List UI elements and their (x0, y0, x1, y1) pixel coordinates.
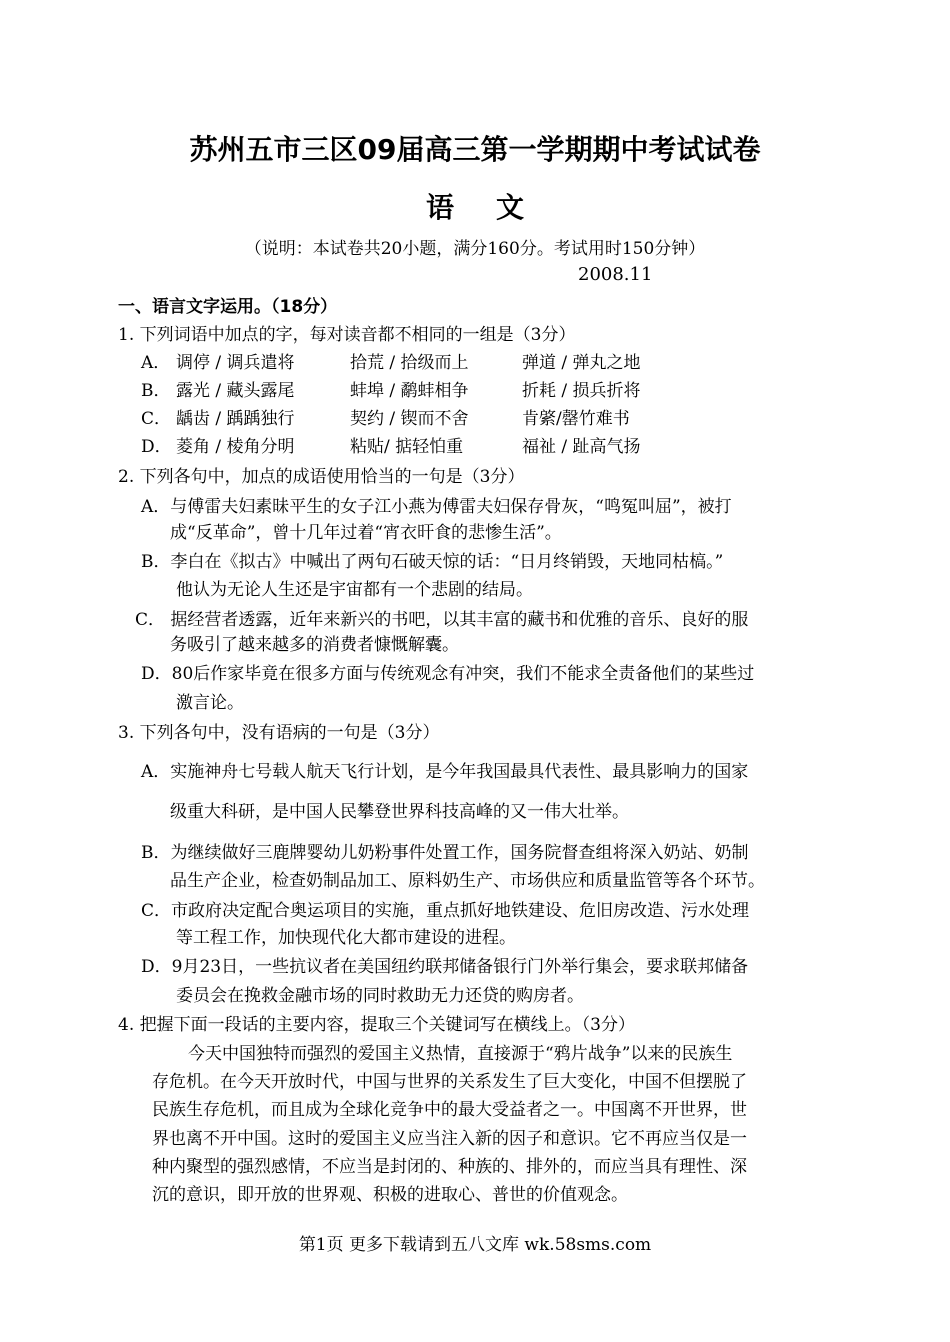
q4-passage-line: 今天中国独特而强烈的爱国主义热情，直接源于“鸦片战争”以来的民族生 (188, 1044, 733, 1064)
q4-passage-line: 存危机。在今天开放时代，中国与世界的关系发生了巨大变化，中国不但摆脱了 (152, 1072, 747, 1092)
q1-option-label: D． (141, 437, 172, 457)
q4-passage-line: 民族生存危机，而且成为全球化竞争中的最大受益者之一。中国离不开世界，世 (152, 1100, 747, 1120)
q1-option-word: 契约 / 锲而不舍 (350, 409, 469, 429)
q2-option-a-cont: 成“反革命”，曾十几年过着“宵衣旰食的悲惨生活”。 (170, 523, 562, 543)
q1-option-word: 福祉 / 趾高气扬 (522, 437, 641, 457)
q3-option-b: B．为继续做好三鹿牌婴幼儿奶粉事件处置工作，国务院督查组将深入奶站、奶制 (141, 843, 749, 863)
q3-option-a-cont: 级重大科研，是中国人民攀登世界科技高峰的又一伟大壮举。 (170, 802, 629, 822)
exam-date: 2008.11 (578, 264, 653, 285)
q2-option-a: A．与傅雷夫妇素昧平生的女子江小燕为傅雷夫妇保存骨灰，“鸣冤叫屈”，被打 (141, 497, 732, 517)
q1-option-label: A． (141, 353, 171, 373)
q1-option-word: 粘贴/ 掂轻怕重 (350, 437, 464, 457)
q3-option-d: D．9月23日，一些抗议者在美国纽约联邦储备银行门外举行集会，要求联邦储备 (141, 957, 749, 977)
q1-option-word: 龋齿 / 踽踽独行 (176, 409, 295, 429)
q3-stem: 3. 下列各句中，没有语病的一句是（3分） (118, 723, 440, 743)
q1-option-word: 拾荒 / 拾级而上 (350, 353, 469, 373)
q4-passage-line: 界也离不开中国。这时的爱国主义应当注入新的因子和意识。它不再应当仅是一 (152, 1129, 747, 1149)
q1-option-label: B． (141, 381, 171, 401)
q2-option-b: B．李白在《拟古》中喊出了两句石破天惊的话：“日月终销毁，天地同枯槁。” (141, 552, 724, 572)
q1-stem: 1. 下列词语中加点的字，每对读音都不相同的一组是（3分） (118, 325, 576, 345)
section-heading: 一、语言文字运用。（18分） (118, 297, 338, 317)
q2-option-b-cont: 他认为无论人生还是宇宙都有一个悲剧的结局。 (176, 580, 533, 600)
q4-passage-line: 种内聚型的强烈感情，不应当是封闭的、种族的、排外的，而应当具有理性、深 (152, 1157, 747, 1177)
q1-option-word: 调停 / 调兵遣将 (176, 353, 295, 373)
q1-option-word: 露光 / 藏头露尾 (176, 381, 295, 401)
exam-note: （说明：本试卷共20小题，满分160分。考试用时150分钟） (244, 239, 706, 259)
q3-option-d-cont: 委员会在挽救金融市场的同时救助无力还贷的购房者。 (176, 986, 584, 1006)
q1-option-word: 菱角 / 棱角分明 (176, 437, 295, 457)
page-footer: 第1页 更多下载请到五八文库 wk.58sms.com (298, 1235, 652, 1255)
q3-option-c: C．市政府决定配合奥运项目的实施，重点抓好地铁建设、危旧房改造、污水处理 (141, 901, 750, 921)
q2-option-c: C． 据经营者透露，近年来新兴的书吧，以其丰富的藏书和优雅的音乐、良好的服 (135, 610, 749, 630)
q2-stem: 2. 下列各句中，加点的成语使用恰当的一句是（3分） (118, 467, 525, 487)
q3-option-b-cont: 品生产企业，检查奶制品加工、原料奶生产、市场供应和质量监管等各个环节。 (170, 871, 765, 891)
q2-option-d-cont: 激言论。 (176, 693, 244, 713)
subject-title: 语文 (425, 191, 566, 224)
q1-option-label: C． (141, 409, 172, 429)
exam-title: 苏州五市三区09届高三第一学期期中考试试卷 (189, 133, 761, 166)
q1-option-word: 肯綮/罄竹难书 (522, 409, 630, 429)
q2-option-d: D．80后作家毕竟在很多方面与传统观念有冲突，我们不能求全责备他们的某些过 (141, 664, 755, 684)
q3-option-c-cont: 等工程工作，加快现代化大都市建设的进程。 (176, 928, 516, 948)
q4-passage-line: 沉的意识，即开放的世界观、积极的进取心、普世的价值观念。 (152, 1185, 628, 1205)
q1-option-word: 折耗 / 损兵折将 (522, 381, 641, 401)
q1-option-word: 弹道 / 弹丸之地 (522, 353, 641, 373)
q1-option-word: 蚌埠 / 鹬蚌相争 (350, 381, 469, 401)
q2-option-c-cont: 务吸引了越来越多的消费者慷慨解囊。 (170, 635, 459, 655)
q3-option-a: A．实施神舟七号载人航天飞行计划，是今年我国最具代表性、最具影响力的国家 (141, 762, 749, 782)
q4-stem: 4. 把握下面一段话的主要内容，提取三个关键词写在横线上。（3分） (118, 1015, 635, 1035)
